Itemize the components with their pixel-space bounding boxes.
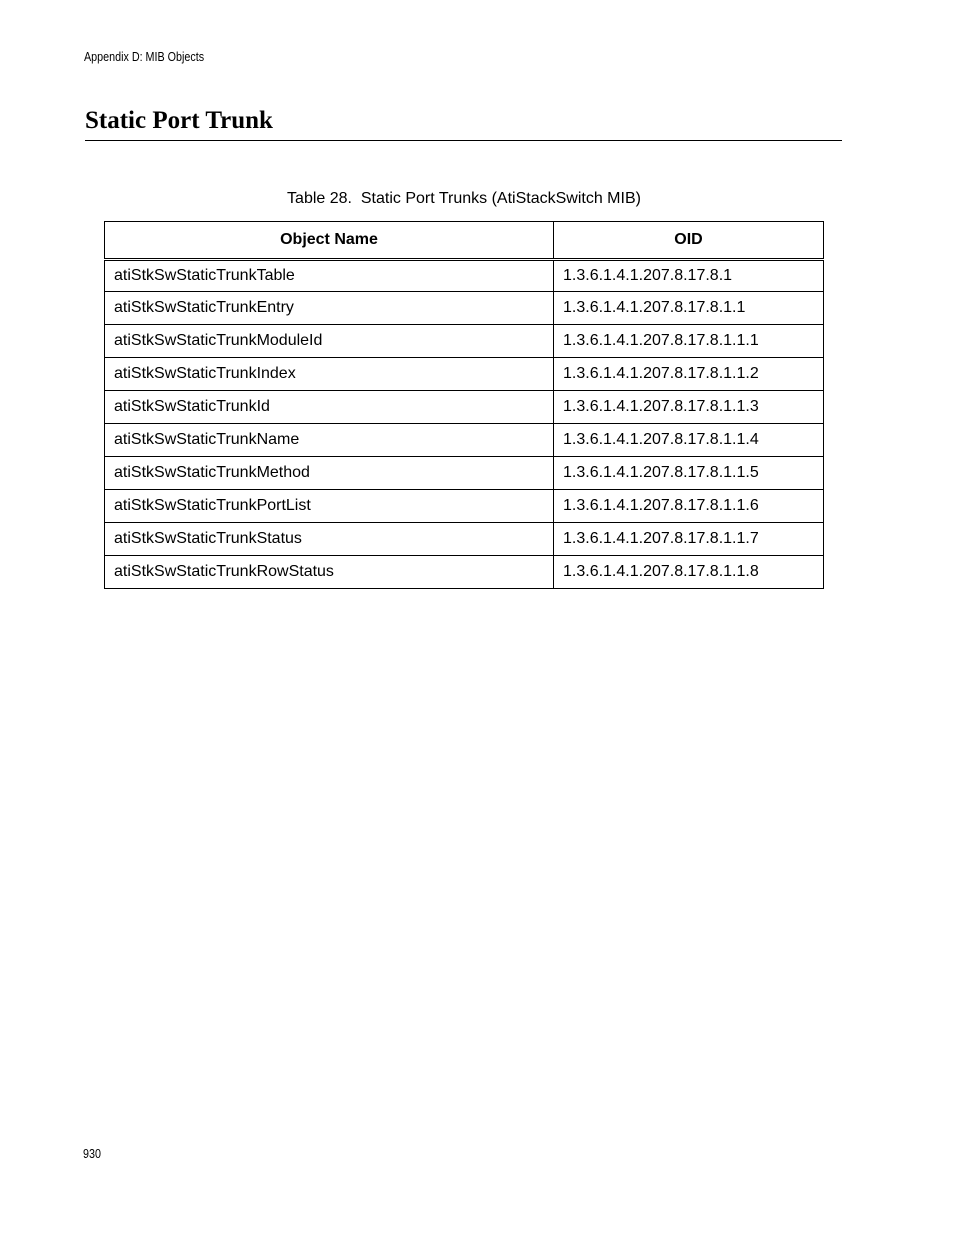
table-row — [105, 457, 824, 490]
object-name-cell: atiStkSwStaticTrunkIndex — [105, 358, 554, 391]
title-divider — [85, 140, 842, 141]
column-header-oid: OID — [554, 222, 824, 260]
column-header-object-name: Object Name — [105, 222, 554, 260]
table-row — [105, 523, 824, 556]
oid-cell: 1.3.6.1.4.1.207.8.17.8.1.1.2 — [554, 358, 824, 391]
object-name-cell: atiStkSwStaticTrunkName — [105, 424, 554, 457]
object-name-cell: atiStkSwStaticTrunkPortList — [105, 490, 554, 523]
table-row — [105, 424, 824, 457]
object-name-cell: atiStkSwStaticTrunkId — [105, 391, 554, 424]
object-name-cell: atiStkSwStaticTrunkModuleId — [105, 325, 554, 358]
oid-cell: 1.3.6.1.4.1.207.8.17.8.1.1.7 — [554, 523, 824, 556]
table-body — [105, 260, 824, 589]
table-header-row — [105, 222, 824, 260]
oid-cell: 1.3.6.1.4.1.207.8.17.8.1.1.4 — [554, 424, 824, 457]
oid-cell: 1.3.6.1.4.1.207.8.17.8.1.1.1 — [554, 325, 824, 358]
oid-cell: 1.3.6.1.4.1.207.8.17.8.1.1.5 — [554, 457, 824, 490]
table-row — [105, 490, 824, 523]
oid-cell: 1.3.6.1.4.1.207.8.17.8.1.1.6 — [554, 490, 824, 523]
oid-cell: 1.3.6.1.4.1.207.8.17.8.1.1.8 — [554, 556, 824, 589]
table-row — [105, 556, 824, 589]
object-name-cell: atiStkSwStaticTrunkStatus — [105, 523, 554, 556]
object-name-cell: atiStkSwStaticTrunkEntry — [105, 292, 554, 325]
mib-objects-table — [104, 221, 824, 589]
object-name-cell: atiStkSwStaticTrunkTable — [105, 260, 554, 292]
table-row — [105, 358, 824, 391]
oid-cell: 1.3.6.1.4.1.207.8.17.8.1.1 — [554, 292, 824, 325]
table-row — [105, 292, 824, 325]
oid-cell: 1.3.6.1.4.1.207.8.17.8.1 — [554, 260, 824, 292]
object-name-cell: atiStkSwStaticTrunkMethod — [105, 457, 554, 490]
object-name-cell: atiStkSwStaticTrunkRowStatus — [105, 556, 554, 589]
table-row — [105, 325, 824, 358]
table-row — [105, 260, 824, 292]
table-row — [105, 391, 824, 424]
page-number: 930 — [83, 1147, 101, 1161]
oid-cell: 1.3.6.1.4.1.207.8.17.8.1.1.3 — [554, 391, 824, 424]
table-caption: Table 28. Static Port Trunks (AtiStackSwitch MIB) — [287, 190, 641, 207]
running-header: Appendix D: MIB Objects — [84, 50, 205, 64]
section-title: Static Port Trunk — [85, 107, 273, 134]
